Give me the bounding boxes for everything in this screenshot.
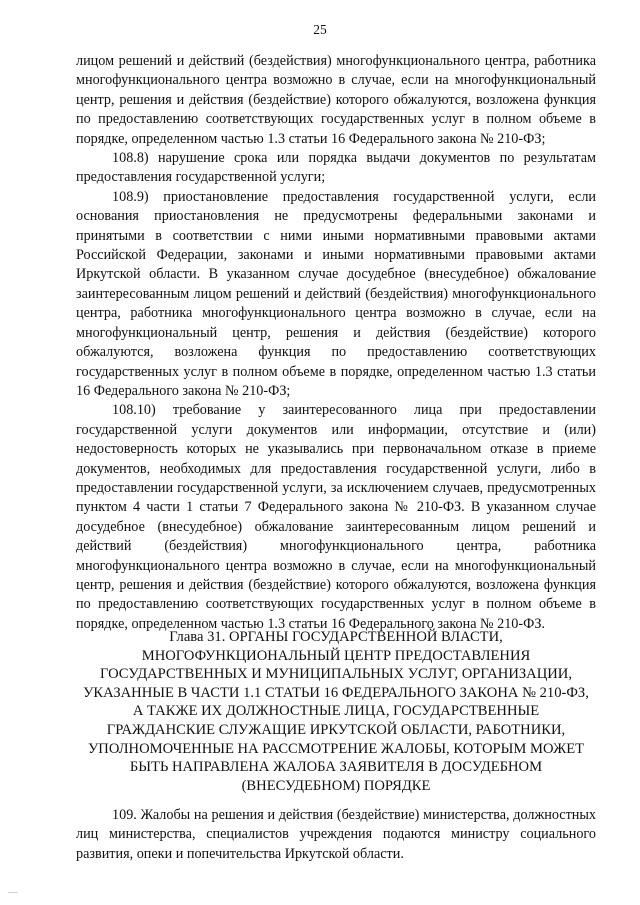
- paragraph-108-9: 108.9) приостановление предоставления государственной услуги, если основания приостановления не предусмотрены федеральными законами и принятыми в соответствии с ними иными нормативными правовыми актами Российской Федерации, законами и иными нормативными правовыми актами Иркутской области. В указанном случае досудебное (внесудебное) обжалование заинтересованным лицом решений и действий (бездействия) многофункционального центра, работника многофункционального центра возможно в случае, если на многофункциональный центр, решения и действия (бездействие) которого обжалуются, возложена функция по предоставлению соответствующих государственных услуг в полном объеме в порядке, определенном частью 1.3 статьи 16 Федерального закона № 210-ФЗ;: [76, 188, 596, 399]
- paragraph-109: 109. Жалобы на решения и действия (бездействие) министерства, должностных лиц министерства, специалистов учреждения подаются министру социального развития, опеки и попечительства Иркутской области.: [76, 807, 596, 862]
- body-text-top: [76, 52, 596, 634]
- scan-mark: .....: [8, 886, 18, 895]
- paragraph-108-10: 108.10) требование у заинтересованного лица при предоставлении государственной услуги документов или информации, отсутствие и (или) недостоверность которых не указывались при первоначальном отказе в приеме документов, необходимых для предоставления государственной услуги, либо в предоставлении государственной услуги, за исключением случаев, предусмотренных пунктом 4 части 1 статьи 7 Федерального закона № 210-ФЗ. В указанном случае досудебное (внесудебное) обжалование заинтересованным лицом решений и действий (бездействия) многофункционального центра, работника многофункционального центра возможно в случае, если на многофункциональный центр, решения и действия (бездействие) которого обжалуются, возложена функция по предоставлению соответствующих государственных услуг в полном объеме в порядке, определенном частью 1.3 статьи 16 Федерального закона № 210-ФЗ.: [76, 402, 596, 632]
- paragraph-108-8: 108.8) нарушение срока или порядка выдачи документов по результатам предоставления государственной услуги;: [76, 150, 596, 186]
- body-text-bottom: [76, 806, 596, 864]
- page-number: 25: [313, 22, 327, 37]
- paragraph-continuation: лицом решений и действий (бездействия) многофункционального центра, работника многофункционального центра возможно в случае, если на многофункциональный центр, решения и действия (бездействие) которого обжалуются, возложена функция по предоставлению соответствующих государственных услуг в полном объеме в порядке, определенном частью 1.3 статьи 16 Федерального закона № 210-ФЗ;: [76, 53, 596, 147]
- chapter-heading: Глава 31. ОРГАНЫ ГОСУДАРСТВЕННОЙ ВЛАСТИ, МНОГОФУНКЦИОНАЛЬНЫЙ ЦЕНТР ПРЕДОСТАВЛЕНИЯ ГОСУДАРСТВЕННЫХ И МУНИЦИПАЛЬНЫХ УСЛУГ, ОРГАНИЗАЦИИ, УКАЗАННЫЕ В ЧАСТИ 1.1 СТАТЬИ 16 ФЕДЕРАЛЬНОГО ЗАКОНА № 210-ФЗ, А ТАКЖЕ ИХ ДОЛЖНОСТНЫЕ ЛИЦА, ГОСУДАРСТВЕННЫЕ ГРАЖДАНСКИЕ СЛУЖАЩИЕ ИРКУТСКОЙ ОБЛАСТИ, РАБОТНИКИ, УПОЛНОМОЧЕННЫЕ НА РАССМОТРЕНИЕ ЖАЛОБЫ, КОТОРЫМ МОЖЕТ БЫТЬ НАПРАВЛЕНА ЖАЛОБА ЗАЯВИТЕЛЯ В ДОСУДЕБНОМ (ВНЕСУДЕБНОМ) ПОРЯДКЕ: [83, 629, 589, 794]
